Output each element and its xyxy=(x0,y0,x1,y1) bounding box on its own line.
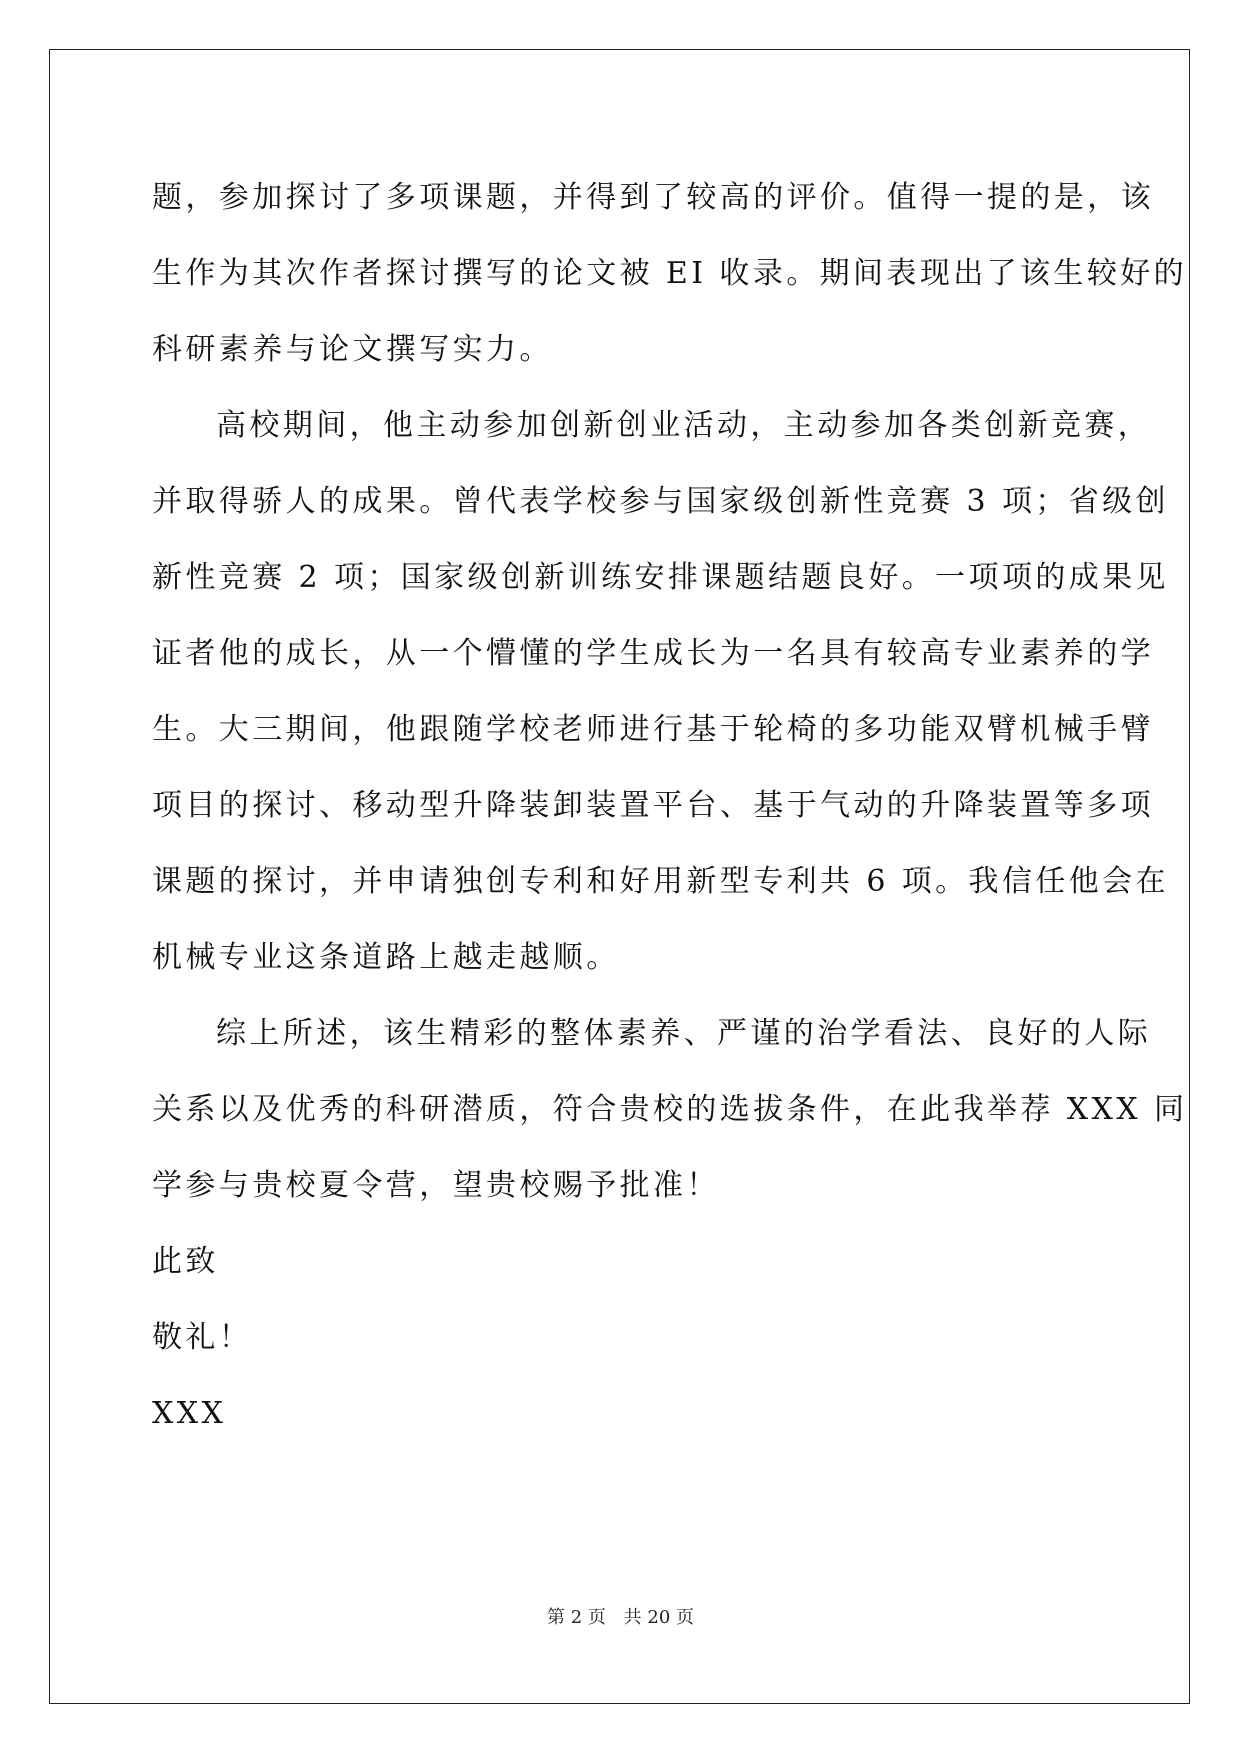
paragraph-2-line: 新性竞赛 2 项；国家级创新训练安排课题结题良好。一项项的成果见 xyxy=(152,560,1169,595)
paragraph-2-line: 生。大三期间，他跟随学校老师进行基于轮椅的多功能双臂机械手臂 xyxy=(152,712,1154,747)
paragraph-2-line: 课题的探讨，并申请独创专利和好用新型专利共 6 项。我信任他会在 xyxy=(152,864,1169,899)
paragraph-1-line: 题，参加探讨了多项课题，并得到了较高的评价。值得一提的是，该 xyxy=(152,180,1154,215)
closing-regards: 敬礼！ xyxy=(152,1320,253,1355)
paragraph-2-line: 高校期间，他主动参加创新创业活动，主动参加各类创新竞赛， xyxy=(216,408,1152,443)
closing-salutation: 此致 xyxy=(152,1244,219,1279)
paragraph-3-line: 学参与贵校夏令营，望贵校赐予批准！ xyxy=(152,1168,720,1203)
paragraph-1-line: 科研素养与论文撰写实力。 xyxy=(152,332,553,367)
page-footer xyxy=(0,1603,1241,1629)
signature: XXX xyxy=(152,1396,227,1431)
paragraph-2-line: 并取得骄人的成果。曾代表学校参与国家级创新性竞赛 3 项；省级创 xyxy=(152,484,1169,519)
page-total: 共 20 页 xyxy=(623,1607,694,1628)
letter-body xyxy=(152,160,1188,1452)
page-number: 第 2 页 xyxy=(547,1607,606,1628)
paragraph-2-line: 证者他的成长，从一个懵懂的学生成长为一名具有较高专业素养的学 xyxy=(152,636,1154,671)
paragraph-2-line: 机械专业这条道路上越走越顺。 xyxy=(152,940,620,975)
paragraph-3-line: 关系以及优秀的科研潜质，符合贵校的选拔条件，在此我举荐 XXX 同 xyxy=(152,1092,1188,1127)
paragraph-1-line: 生作为其次作者探讨撰写的论文被 EI 收录。期间表现出了该生较好的 xyxy=(152,256,1188,291)
paragraph-2-line: 项目的探讨、移动型升降装卸装置平台、基于气动的升降装置等多项 xyxy=(152,788,1154,823)
paragraph-3-line: 综上所述，该生精彩的整体素养、严谨的治学看法、良好的人际 xyxy=(216,1016,1152,1051)
